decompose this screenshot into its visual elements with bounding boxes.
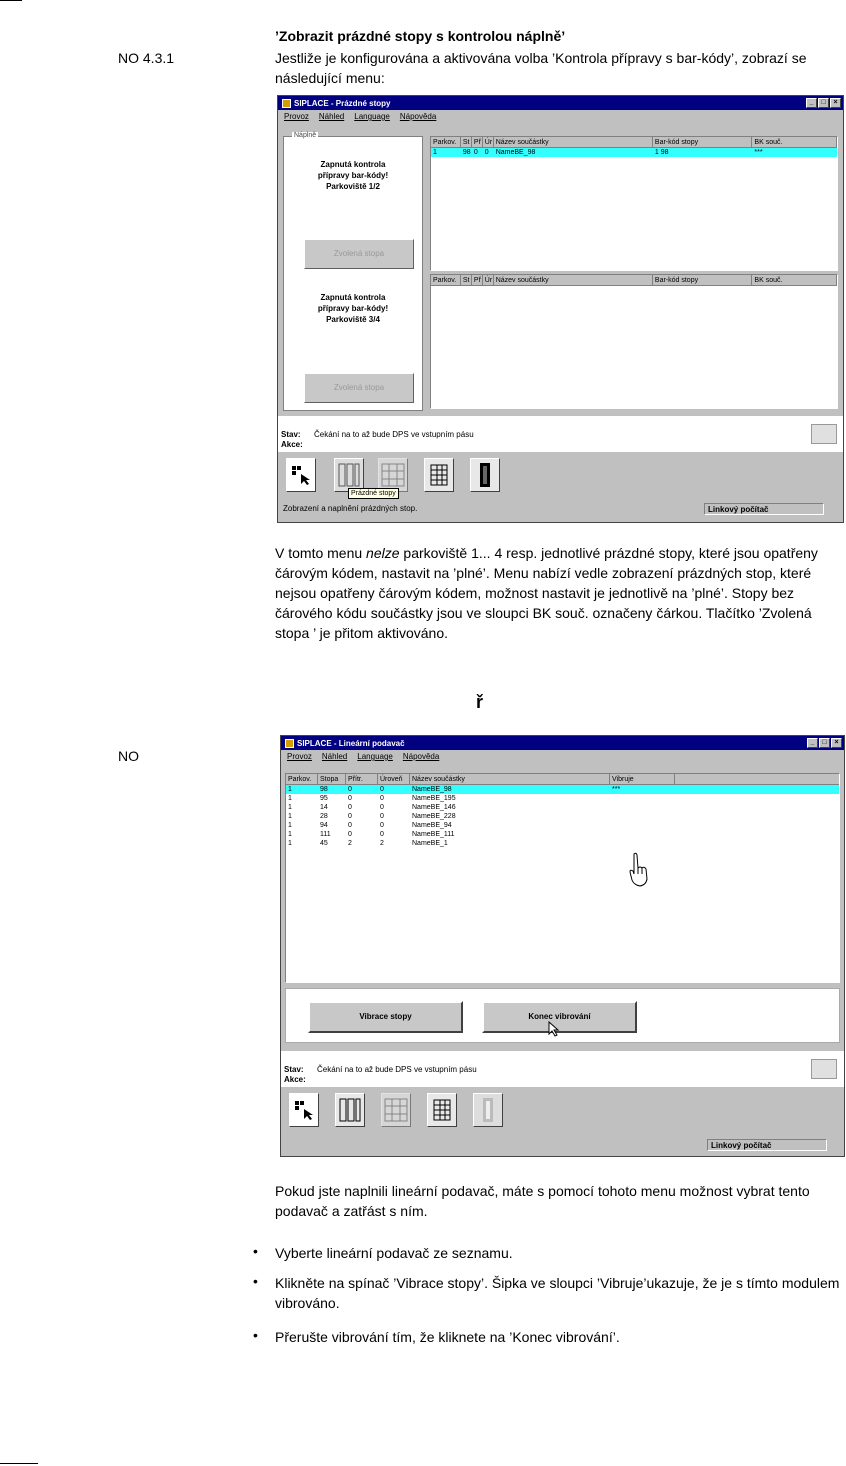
col-vibruje[interactable]: Vibruje: [610, 774, 675, 785]
status-text: Čekání na to až bude DPS ve vstupním pásu: [314, 430, 474, 439]
cell: 1: [433, 149, 437, 156]
cell: 2: [380, 840, 384, 847]
cell: 0: [473, 149, 478, 156]
cell: NameBE_228: [412, 813, 456, 820]
cell: 0: [380, 822, 384, 829]
top-rule: [0, 0, 22, 1]
statusbar-hint: [283, 1139, 703, 1151]
cell: ***: [612, 786, 621, 793]
cell: 1: [288, 813, 292, 820]
statusbar-line-computer: Linkový počítač: [704, 503, 824, 515]
button-panel: [285, 988, 840, 1043]
cell: 28: [320, 813, 328, 820]
cell: NameBE_195: [412, 795, 456, 802]
cell: 1 98: [654, 149, 669, 156]
vibrate-track-button[interactable]: Vibrace stopy: [308, 1001, 463, 1033]
col-ur[interactable]: Úr: [484, 138, 493, 146]
col-stopa[interactable]: Stopa: [318, 774, 346, 785]
selected-track-button-1[interactable]: Zvolená stopa: [304, 239, 414, 269]
col-st[interactable]: St: [461, 137, 472, 148]
info1-line1: Zapnutá kontrola: [320, 160, 386, 169]
col-component-name[interactable]: Název součástky: [494, 275, 653, 286]
empty-tracks-list-2[interactable]: [430, 274, 838, 409]
bullet-text-1: Vyberte lineární podavač ze seznamu.: [275, 1245, 513, 1261]
close-button[interactable]: ×: [831, 738, 842, 748]
info1-line2: přípravy bar-kódy!: [317, 171, 389, 180]
col-uroven[interactable]: Úroveň: [378, 774, 410, 785]
cell: 0: [348, 813, 352, 820]
table-row[interactable]: [286, 812, 839, 821]
table-tool-icon[interactable]: [427, 1093, 457, 1127]
bullet-text-2: Klikněte na spínač ’Vibrace stopy’. Šipka ve sloupci ’Vibruje’ukazuje, že je s tímto modulem vibrováno.: [275, 1275, 840, 1311]
menu-nahled[interactable]: Náhled: [318, 112, 345, 121]
menu-napoveda[interactable]: Nápověda: [402, 752, 440, 761]
cell: 0: [380, 795, 384, 802]
cell: NameBE_94: [412, 822, 452, 829]
col-parkov[interactable]: Parkov.: [431, 137, 461, 148]
cell: 14: [320, 804, 328, 811]
status-label: Stav:: [281, 430, 301, 439]
mid-character: ř: [476, 692, 484, 712]
bullet-1: •: [253, 1243, 258, 1259]
menu-provoz[interactable]: Provoz: [284, 112, 309, 121]
cell: 0: [348, 831, 352, 838]
para1-text-a: V tomto menu: [275, 545, 367, 561]
cell: 2: [348, 840, 352, 847]
siplace-app-icon: [282, 99, 291, 108]
feeder-tool-icon[interactable]: [470, 458, 500, 492]
cell: NameBE_111: [412, 831, 455, 838]
margin-note: NO 4.3.1: [118, 50, 175, 66]
status-label: Stav:: [284, 1065, 304, 1074]
cell: 0: [348, 804, 352, 811]
cell: 94: [320, 822, 328, 829]
window-title: SIPLACE - Prázdné stopy: [294, 98, 391, 108]
statusbar-line-computer: Linkový počítač: [707, 1139, 827, 1151]
action-label: Akce:: [281, 440, 303, 449]
linear-feeder-list[interactable]: [285, 773, 840, 983]
menu-language[interactable]: Language: [357, 752, 393, 761]
status-area: [281, 1051, 844, 1087]
list2-header: [431, 275, 837, 286]
window-title: SIPLACE - Lineární podavač: [297, 738, 405, 748]
stop-vibration-button[interactable]: Konec vibrování: [482, 1001, 637, 1033]
maximize-button[interactable]: □: [818, 98, 829, 108]
cell: 1: [288, 840, 292, 847]
list1-header: [431, 137, 837, 148]
cell: 45: [320, 840, 328, 847]
cell: 0: [484, 149, 489, 156]
table-row[interactable]: [286, 803, 839, 812]
menu-provoz[interactable]: Provoz: [287, 752, 312, 761]
cell: 1: [288, 786, 292, 793]
para1-emphasis: nelze: [366, 545, 400, 561]
bullet-text-3: Přerušte vibrování tím, že kliknete na ’Konec vibrování’.: [275, 1329, 620, 1345]
col-st[interactable]: St: [461, 275, 472, 286]
cell: 0: [380, 786, 384, 793]
empty-tracks-tool-icon[interactable]: [334, 458, 364, 492]
cell: 95: [320, 795, 328, 802]
table-row[interactable]: [286, 794, 839, 803]
cell: 98: [320, 786, 328, 793]
paragraph-1: [275, 543, 841, 643]
empty-tracks-tool-icon[interactable]: [335, 1093, 365, 1127]
col-parkov[interactable]: Parkov.: [286, 774, 318, 785]
table-row[interactable]: [286, 830, 839, 839]
close-button[interactable]: ×: [830, 98, 841, 108]
cell: NameBE_1: [412, 840, 448, 847]
siplace-app-icon: [285, 739, 294, 748]
col-pr[interactable]: Př: [473, 138, 481, 146]
barcode-info-2: [284, 292, 422, 325]
mail-icon: [811, 424, 837, 444]
cell: ***: [754, 149, 763, 156]
tracks-grid-tool-icon[interactable]: [378, 458, 408, 492]
cell: NameBE_146: [412, 804, 456, 811]
tracks-grid-tool-icon[interactable]: [381, 1093, 411, 1127]
section-heading: ’Zobrazit prázdné stopy s kontrolou náplně’: [275, 28, 566, 44]
groupbox-label: Náplně: [294, 132, 317, 139]
bullet-2: •: [253, 1273, 258, 1289]
col-bk-comp[interactable]: BK souč.: [752, 275, 837, 286]
status-bar: [283, 1138, 841, 1152]
minimize-button[interactable]: _: [806, 98, 817, 108]
menu-napoveda[interactable]: Nápověda: [399, 112, 437, 121]
paragraph-2: Pokud jste naplnili lineární podavač, máte s pomocí tohoto menu možnost vybrat tento podavač a zatřást s ním.: [275, 1183, 810, 1219]
status-text: Čekání na to až bude DPS ve vstupním pásu: [317, 1065, 477, 1074]
status-area: [278, 416, 843, 452]
cell: 98: [462, 149, 471, 156]
info2-line2: přípravy bar-kódy!: [317, 304, 389, 313]
cell: 0: [380, 804, 384, 811]
selected-track-button-2[interactable]: Zvolená stopa: [304, 373, 414, 403]
cell: 0: [348, 795, 352, 802]
bottom-rule: [0, 1463, 38, 1464]
intro-paragraph: Jestliže je konfigurována a aktivována volba ’Kontrola přípravy s bar-kódy’, zobrazí se následující menu:: [275, 50, 807, 86]
cell: 1: [288, 822, 292, 829]
feeder-tool-icon[interactable]: [473, 1093, 503, 1127]
rows-container: [286, 785, 839, 848]
margin-note-2: NO: [118, 748, 139, 764]
hand-pointer-icon: [628, 852, 650, 888]
mouse-cursor-icon: [548, 1021, 560, 1037]
title-bar: [281, 736, 844, 750]
pointer-tool-icon[interactable]: [289, 1093, 319, 1127]
table-row[interactable]: [286, 821, 839, 830]
cell: NameBE_98: [412, 786, 452, 793]
bullet-3: •: [253, 1327, 258, 1343]
maximize-button[interactable]: □: [819, 738, 830, 748]
cell: 1: [288, 831, 292, 838]
minimize-button[interactable]: _: [807, 738, 818, 748]
statusbar-hint: Zobrazení a naplnění prázdných stop.: [283, 504, 418, 513]
cell: 1: [288, 795, 292, 802]
menu-nahled[interactable]: Náhled: [321, 752, 348, 761]
cell: 0: [348, 786, 352, 793]
cell: 111: [320, 831, 331, 838]
table-row[interactable]: [286, 785, 839, 794]
col-ur[interactable]: Úr: [484, 276, 493, 284]
pointer-tool-icon[interactable]: [286, 458, 316, 492]
cell: 0: [380, 813, 384, 820]
col-pritr[interactable]: Přítr.: [346, 774, 378, 785]
title-bar: [278, 96, 843, 110]
empty-tracks-window: [277, 95, 844, 523]
cell: 0: [348, 822, 352, 829]
linear-feeder-window: [280, 735, 845, 1157]
col-component-name[interactable]: Název součástky: [494, 137, 653, 148]
cell: 1: [288, 804, 292, 811]
menu-bar: [281, 750, 844, 763]
table-row[interactable]: [431, 148, 837, 157]
action-label: Akce:: [284, 1075, 306, 1084]
menu-language[interactable]: Language: [354, 112, 390, 121]
col-bk-comp[interactable]: BK souč.: [752, 137, 837, 148]
status-bar: [280, 502, 840, 516]
mail-icon: [811, 1059, 837, 1079]
info2-line3: Parkoviště 3/4: [326, 315, 380, 324]
info2-line1: Zapnutá kontrola: [320, 293, 386, 302]
col-component-name[interactable]: Název součástky: [410, 774, 610, 785]
col-pr[interactable]: Př: [473, 276, 481, 284]
col-parkov[interactable]: Parkov.: [431, 275, 461, 286]
menu-bar: [278, 110, 843, 123]
empty-tracks-list-1[interactable]: [430, 136, 838, 271]
table-row[interactable]: [286, 839, 839, 848]
fill-groupbox: [283, 132, 423, 411]
cell: 0: [380, 831, 384, 838]
tooltip: Prázdné stopy: [348, 488, 399, 499]
cell: NameBE_98: [495, 149, 536, 156]
barcode-info-1: [284, 159, 422, 192]
table-tool-icon[interactable]: [424, 458, 454, 492]
col-track-barcode[interactable]: Bar-kód stopy: [653, 275, 753, 286]
list-header: [286, 774, 839, 785]
info1-line3: Parkoviště 1/2: [326, 182, 380, 191]
para1-text-b: parkoviště 1... 4 resp. jednotlivé prázdné stopy, které jsou opatřeny čárovým kódem, nastavit na ’plné’. Menu nabízí vedle zobrazení prázdných stop, které nejsou opatřeny čárovým kódem, možnost nastavit je jednotlivě na ’plné’. Stopy bez čárového kódu součástky jsou ve sloupci BK souč. označeny čárkou. Tlačítko ’Zvolená stopa ’ je přitom aktivováno.: [275, 545, 818, 641]
col-track-barcode[interactable]: Bar-kód stopy: [653, 137, 753, 148]
